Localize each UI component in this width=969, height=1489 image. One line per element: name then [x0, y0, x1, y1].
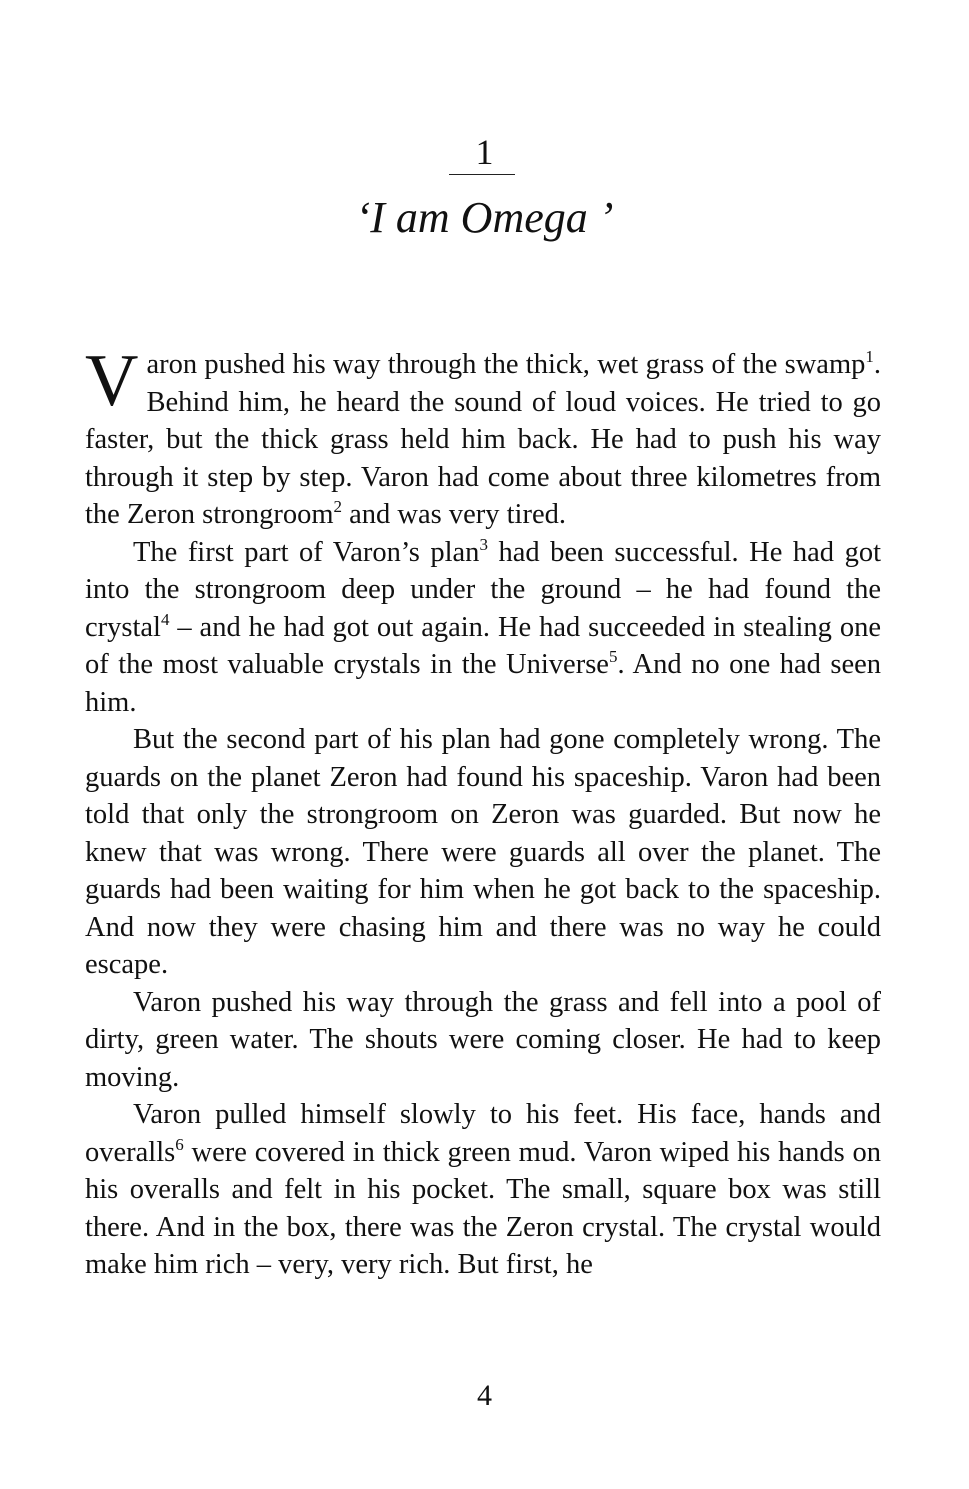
- chapter-title: ‘I am Omega ’: [355, 193, 614, 242]
- paragraph: [85, 721, 881, 984]
- chapter-number: 1: [475, 132, 494, 172]
- text-run: The first part of Varon’s plan: [133, 536, 480, 568]
- text-run: and was very tired.: [342, 499, 566, 530]
- paragraph: [85, 534, 881, 722]
- page-number: 4: [477, 1379, 492, 1412]
- text-run: Varon pushed his way through the grass and fell into a pool of dirty, green water. The shouts were coming closer. He had to keep moving.: [85, 986, 881, 1093]
- text-run: Varon pulled himself slowly to his feet. His face, hands and overalls: [85, 1099, 881, 1168]
- footnote-marker: 4: [160, 609, 170, 629]
- footnote-marker: 1: [865, 347, 874, 366]
- footnote-marker: 2: [333, 497, 343, 516]
- text-run: But the second part of his plan had gone completely wrong. The guards on the planet Zeron had found his spaceship. Varon had been told that only the strongroom on Zeron was guarded. But now he knew that was wrong. There were guards all over the planet. The guards had been waiting for him when he got back to the spaceship. And now they were chasing him and there was no way he could escape.: [85, 724, 881, 980]
- text-run: . And no one had seen him.: [85, 649, 881, 718]
- text-run: had been successful. He had got into the strongroom deep under the ground – he had found the crystal: [85, 536, 881, 643]
- chapter-body: [85, 340, 881, 1284]
- drop-cap: V: [85, 340, 139, 422]
- paragraph: [85, 1096, 881, 1284]
- footnote-marker: 5: [608, 647, 618, 666]
- text-run: aron pushed his way through the thick, wet grass of the swamp: [146, 349, 866, 380]
- chapter-number-rule: [449, 174, 515, 175]
- text-run: were covered in thick green mud. Varon wiped his hands on his overalls and felt in his pocket. The small, square box was still there. And in the box, there was the Zeron crystal. The crystal would make him rich – very, very rich. But first, he: [85, 1136, 881, 1280]
- text-run: – and he had got out again. He had succeeded in stealing one of the most valuable crystals in the Universe: [85, 611, 881, 680]
- footnote-marker: 3: [479, 534, 488, 554]
- paragraph: [85, 984, 881, 1097]
- paragraph: [85, 340, 881, 534]
- footnote-marker: 6: [175, 1134, 184, 1154]
- text-run: . Behind him, he heard the sound of loud voices. He tried to go faster, but the thick grass held him back. He had to push his way through it step by step. Varon had come about three kilometres from the Zeron strongroom: [85, 349, 881, 530]
